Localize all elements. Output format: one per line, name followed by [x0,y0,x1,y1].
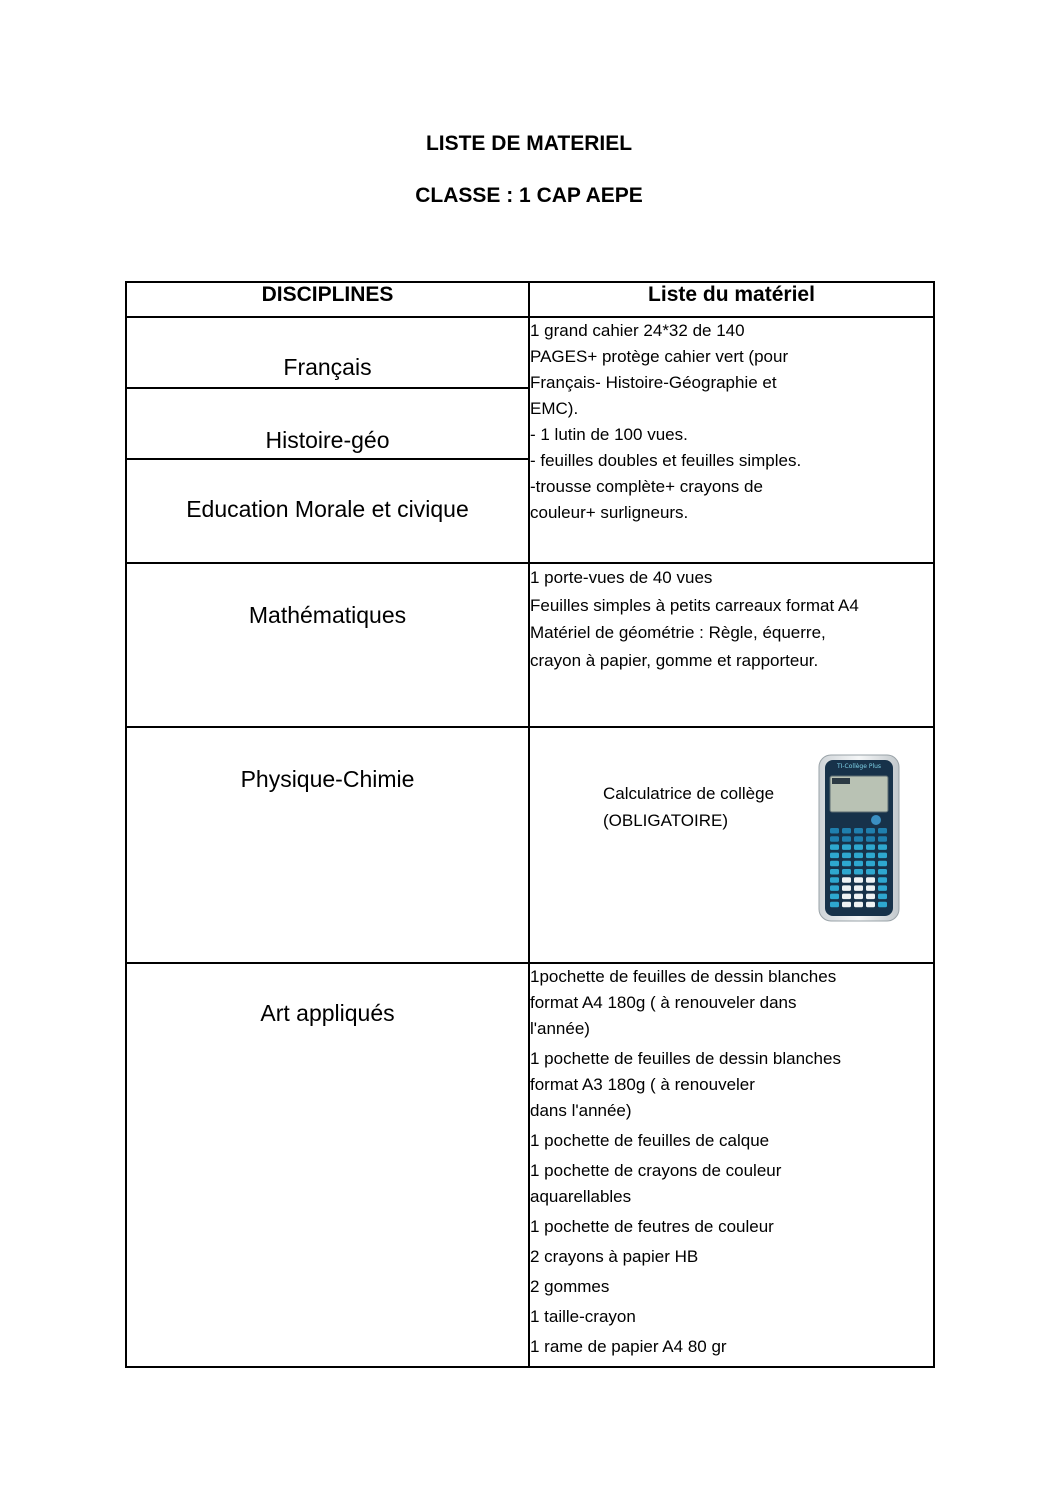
calculator-key [830,836,839,842]
calculator-key [854,894,863,900]
list-item: 1 pochette de feuilles de dessin blanches [530,1049,841,1068]
calculator-key [854,902,863,908]
calculator-key [866,828,875,834]
materiel-physique [529,727,934,963]
calculator-key [878,894,887,900]
table-row [126,317,934,388]
calculator-key [878,877,887,883]
calculator-key [830,869,839,875]
calculator-key [878,885,887,891]
calculator-key [854,853,863,859]
list-item: dans l'année) [530,1101,632,1120]
calculator-key [842,902,851,908]
list-item: couleur+ surligneurs. [530,503,689,522]
list-item: 1 rame de papier A4 80 gr [530,1337,727,1356]
calculator-key [830,828,839,834]
discipline-label: Education Morale et civique [186,496,469,522]
calculator-brand: TI-Collège Plus [836,763,882,770]
calculator-key [842,885,851,891]
calculator-key [842,836,851,842]
discipline-physique [126,727,529,963]
discipline-label: Physique-Chimie [240,766,415,792]
list-item: aquarellables [530,1187,632,1206]
discipline-histoire-geo [126,388,529,459]
table-row [126,727,934,963]
calculator-key [878,853,887,859]
list-item: Français- Histoire-Géographie et [530,373,777,392]
list-item: 1 pochette de crayons de couleur [530,1161,782,1180]
list-item: 1pochette de feuilles de dessin blanches [530,967,837,986]
calculator-key [866,853,875,859]
materiel-art [529,963,934,1367]
materiel-francais [529,317,934,563]
discipline-label: Art appliqués [260,1000,395,1026]
calculator-key [830,877,839,883]
discipline-label: Mathématiques [248,602,407,628]
list-item: 2 gommes [530,1277,610,1296]
class-title: CLASSE : 1 CAP AEPE [415,184,643,207]
list-item: Matériel de géométrie : Règle, équerre, [530,623,826,642]
calculator-key [842,853,851,859]
calculator-key [878,861,887,867]
calculator-key [878,902,887,908]
page-title: LISTE DE MATERIEL [425,132,633,155]
calculator-key [842,877,851,883]
calculator-icon [818,754,900,922]
calculator-key [854,844,863,850]
discipline-emc [126,459,529,563]
calculator-key [830,885,839,891]
calculator-key [866,877,875,883]
list-item: 1 taille-crayon [530,1307,636,1326]
calculator-key [866,885,875,891]
calculator-key [830,902,839,908]
calculator-key [866,861,875,867]
materiel-maths [529,563,934,727]
calculator-key [854,885,863,891]
discipline-francais [126,317,529,388]
table-header-row [126,282,934,317]
list-item: crayon à papier, gomme et rapporteur. [530,650,819,670]
calculator-key [866,836,875,842]
materiel-table [125,281,935,1368]
list-item: EMC). [530,399,579,418]
table-row [126,563,934,727]
calculator-key [878,836,887,842]
discipline-art [126,963,529,1367]
calculator-key [842,869,851,875]
header-materiel: Liste du matériel [529,282,934,317]
list-item: -trousse complète+ crayons de [530,477,763,496]
list-item: l'année) [530,1019,590,1038]
calculator-key [854,877,863,883]
discipline-maths [126,563,529,727]
calculator-key [830,853,839,859]
discipline-label: Français [283,354,372,380]
list-item: Calculatrice de collège [603,784,775,803]
discipline-label: Histoire-géo [265,427,390,453]
calculator-key [878,869,887,875]
list-item: 1 pochette de feutres de couleur [530,1217,774,1236]
list-item: - 1 lutin de 100 vues. [530,425,688,444]
calculator-key [830,861,839,867]
calculator-key [842,828,851,834]
calculator-key [854,861,863,867]
calculator-key [842,894,851,900]
calculator-key [878,844,887,850]
list-item: (OBLIGATOIRE) [603,811,729,830]
list-item: 1 grand cahier 24*32 de 140 [530,321,745,340]
table-row [126,963,934,1367]
calculator-key [854,836,863,842]
list-item: 1 porte-vues de 40 vues [530,568,713,587]
list-item: 2 crayons à papier HB [530,1247,699,1266]
list-item: 1 pochette de feuilles de calque [530,1131,770,1150]
calculator-key [854,869,863,875]
calculator-key [878,828,887,834]
calculator-key [866,869,875,875]
list-item: format A4 180g ( à renouveler dans [530,993,797,1012]
list-item: - feuilles doubles et feuilles simples. [530,451,802,470]
calculator-key [866,894,875,900]
calculator-key [854,828,863,834]
calculator-key [830,894,839,900]
list-item: format A3 180g ( à renouveler [530,1075,755,1094]
calculator-key [866,902,875,908]
physique-text [603,780,774,834]
calculator-key [830,844,839,850]
list-item: Feuilles simples à petits carreaux format A4 [530,595,859,615]
calculator-key [866,844,875,850]
header-disciplines: DISCIPLINES [126,282,529,317]
calculator-key [842,844,851,850]
calculator-key [842,861,851,867]
list-item: PAGES+ protège cahier vert (pour [530,347,789,366]
